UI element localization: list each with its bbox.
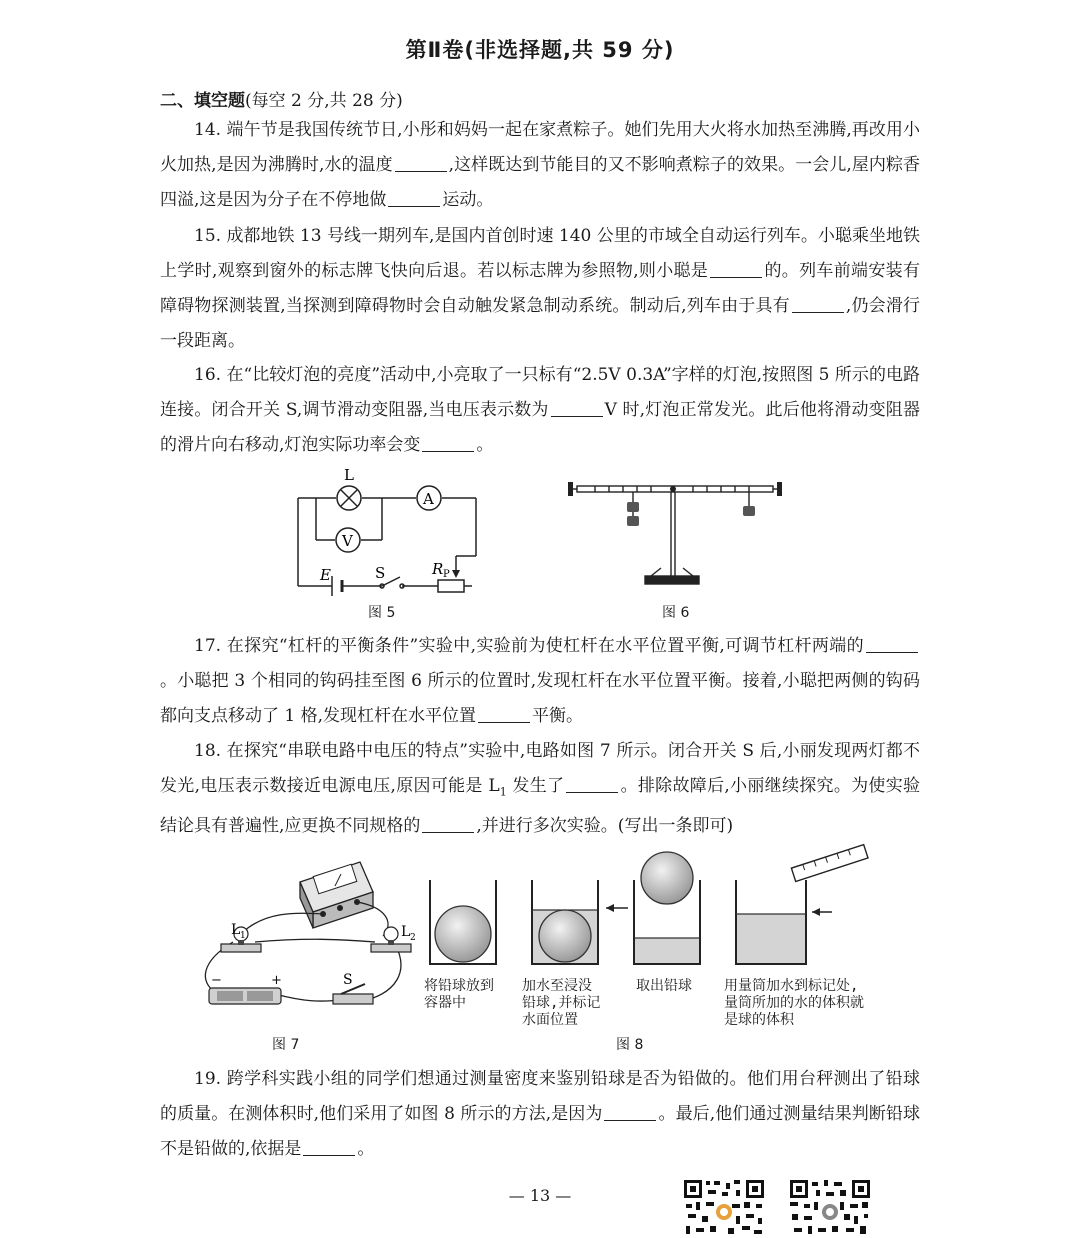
fig5-ammeter-label: A	[423, 490, 434, 508]
q17-blank-1[interactable]	[866, 634, 918, 653]
fig8-step4-line2: 量筒所加的水的体积就	[724, 995, 864, 1011]
fig8-step1-caption	[424, 978, 494, 1012]
fig7-lamp1-label: L	[231, 922, 241, 938]
figure-7-label: 图 7	[272, 1037, 300, 1053]
q14-blank-1[interactable]	[395, 153, 447, 172]
q19-text-1: 19. 跨学科实践小组的同学们想通过测量密度来鉴别铅球是否为铅做的。他们用台秤测出了铅球的质量。在测体积时,他们采用了如图 8 所示的方法,是因为	[160, 1069, 920, 1124]
q17-blank-2[interactable]	[478, 704, 530, 723]
fig7-lamp2-sub: 2	[410, 933, 416, 943]
fig5-rheostat-label: R	[432, 560, 444, 578]
section-heading	[160, 86, 403, 111]
q16-blank-2[interactable]	[422, 433, 474, 452]
q18-text-2: 发生了	[512, 776, 565, 796]
q14-text-1: 14. 端午节是我国传统节日,小彤和妈妈一起在家煮粽子。她们先用大火将水加热至沸腾,再改用小火加热,是因为沸腾时,水的温度	[160, 120, 920, 175]
q16-text-3: 。	[476, 435, 494, 455]
q15-text-3: ,仍会滑行一段距离。	[160, 296, 921, 351]
q17-text-3: 平衡。	[532, 706, 584, 726]
q18-text-4: ,并进行多次实验。(写出一条即可)	[476, 816, 734, 837]
fig8-step2-line1: 加水至浸没	[522, 978, 592, 994]
question-16	[160, 358, 920, 463]
fig8-step4-line1: 用量筒加水到标记处,	[724, 978, 859, 994]
fig8-step1-line2: 容器中	[424, 995, 466, 1011]
q18-text-1: 18. 在探究“串联电路中电压的特点”实验中,电路如图 7 所示。闭合开关 S 后,小丽发现两灯都不发光,电压表示数接近电源电压,原因可能是 L	[160, 741, 920, 796]
q16-text-1: 16. 在“比较灯泡的亮度”活动中,小亮取了一只标有“2.5V 0.3A”字样的灯泡,按照图 5 所示的电路连接。闭合开关 S,调节滑动变阻器,当电压表示数为	[160, 365, 920, 420]
fig7-plus-label: +	[271, 973, 282, 988]
fig7-minus-label: −	[211, 973, 222, 988]
figure-5-label: 图 5	[368, 605, 396, 621]
figure-6-label: 图 6	[662, 605, 690, 621]
question-18	[160, 734, 920, 844]
fig8-step1-line1: 将铅球放到	[424, 978, 494, 994]
q17-text-2: 。小聪把 3 个相同的钩码挂至图 6 所示的位置时,发现杠杆在水平位置平衡。接着,小聪把两侧的钩码都向支点移动了 1 格,发现杠杆在水平位置	[160, 671, 920, 726]
q18-blank-2[interactable]	[422, 814, 474, 833]
fig7-lamp1-sub: 1	[240, 931, 246, 941]
q18-text-3: 。排除故障后,小丽继续探究。为使实验结论具有普遍性,应更换不同规格的	[160, 776, 921, 837]
figure-5-circuit	[290, 466, 490, 596]
fig8-step3-line1: 取出铅球	[636, 978, 692, 994]
q19-blank-1[interactable]	[604, 1102, 656, 1121]
q19-blank-2[interactable]	[303, 1137, 355, 1156]
figure-8-displacement	[420, 842, 880, 972]
question-14	[160, 113, 920, 218]
section-score-note: (每空 2 分,共 28 分)	[245, 91, 403, 111]
q15-text-1: 15. 成都地铁 13 号线一期列车,是国内首创时速 140 公里的市域全自动运行列车。小聪乘坐地铁上学时,观察到窗外的标志牌飞快向后退。若以标志牌为参照物,则小聪是	[160, 226, 920, 281]
q16-text-2: V 时,灯泡正常发光。此后他将滑动变阻器的滑片向右移动,灯泡实际功率会变	[160, 400, 920, 455]
question-17	[160, 629, 920, 734]
fig8-step2-line3: 水面位置	[522, 1012, 578, 1028]
qr-code-icon-2[interactable]	[788, 1178, 872, 1238]
fig5-source-label: E	[320, 566, 331, 584]
q16-blank-1[interactable]	[551, 398, 603, 417]
fig7-lamp2-label: L	[401, 924, 411, 940]
q14-text-2: ,这样既达到节能目的又不影响煮粽子的效果。一会儿,屋内粽香四溢,这是因为分子在不停地做	[160, 155, 920, 210]
q17-text-1: 17. 在探究“杠杆的平衡条件”实验中,实验前为使杠杆在水平位置平衡,可调节杠杆两端的	[194, 636, 864, 656]
q18-blank-1[interactable]	[566, 774, 618, 793]
page-number: — 13 —	[508, 1186, 572, 1205]
q15-blank-2[interactable]	[792, 294, 844, 313]
q14-blank-2[interactable]	[388, 188, 440, 207]
fig8-step3-caption	[636, 978, 692, 995]
fig8-step2-line2: 铅球,并标记	[522, 995, 601, 1011]
q14-text-3: 运动。	[442, 190, 494, 210]
fig8-step4-line3: 是球的体积	[724, 1012, 794, 1028]
figure-6-lever	[565, 478, 785, 594]
fig8-step2-caption	[522, 978, 600, 1029]
q19-text-2: 。最后,他们通过测量结果判断铅球不是铅做的,依据是	[160, 1104, 921, 1159]
figure-8-label: 图 8	[616, 1037, 644, 1053]
page-title: 第Ⅱ卷(非选择题,共 59 分)	[405, 38, 675, 62]
q19-text-3: 。	[357, 1139, 375, 1159]
fig5-voltmeter-label: V	[342, 532, 353, 550]
q18-subscript: 1	[499, 785, 507, 799]
question-15	[160, 219, 920, 359]
fig7-switch-label: S	[343, 972, 353, 988]
figure-7-apparatus	[195, 852, 420, 1032]
fig8-step4-caption	[724, 978, 864, 1029]
fig5-switch-label: S	[375, 564, 386, 582]
section-heading-text: 二、填空题	[160, 91, 245, 111]
fig5-rheostat-sub: P	[443, 569, 450, 580]
q15-blank-1[interactable]	[710, 259, 762, 278]
qr-code-icon[interactable]	[682, 1178, 766, 1238]
q15-text-2: 的。列车前端安装有障碍物探测装置,当探测到障碍物时会自动触发紧急制动系统。制动后,列车由于具有	[160, 261, 920, 316]
fig5-lamp-label: L	[344, 466, 354, 484]
question-19	[160, 1062, 920, 1167]
